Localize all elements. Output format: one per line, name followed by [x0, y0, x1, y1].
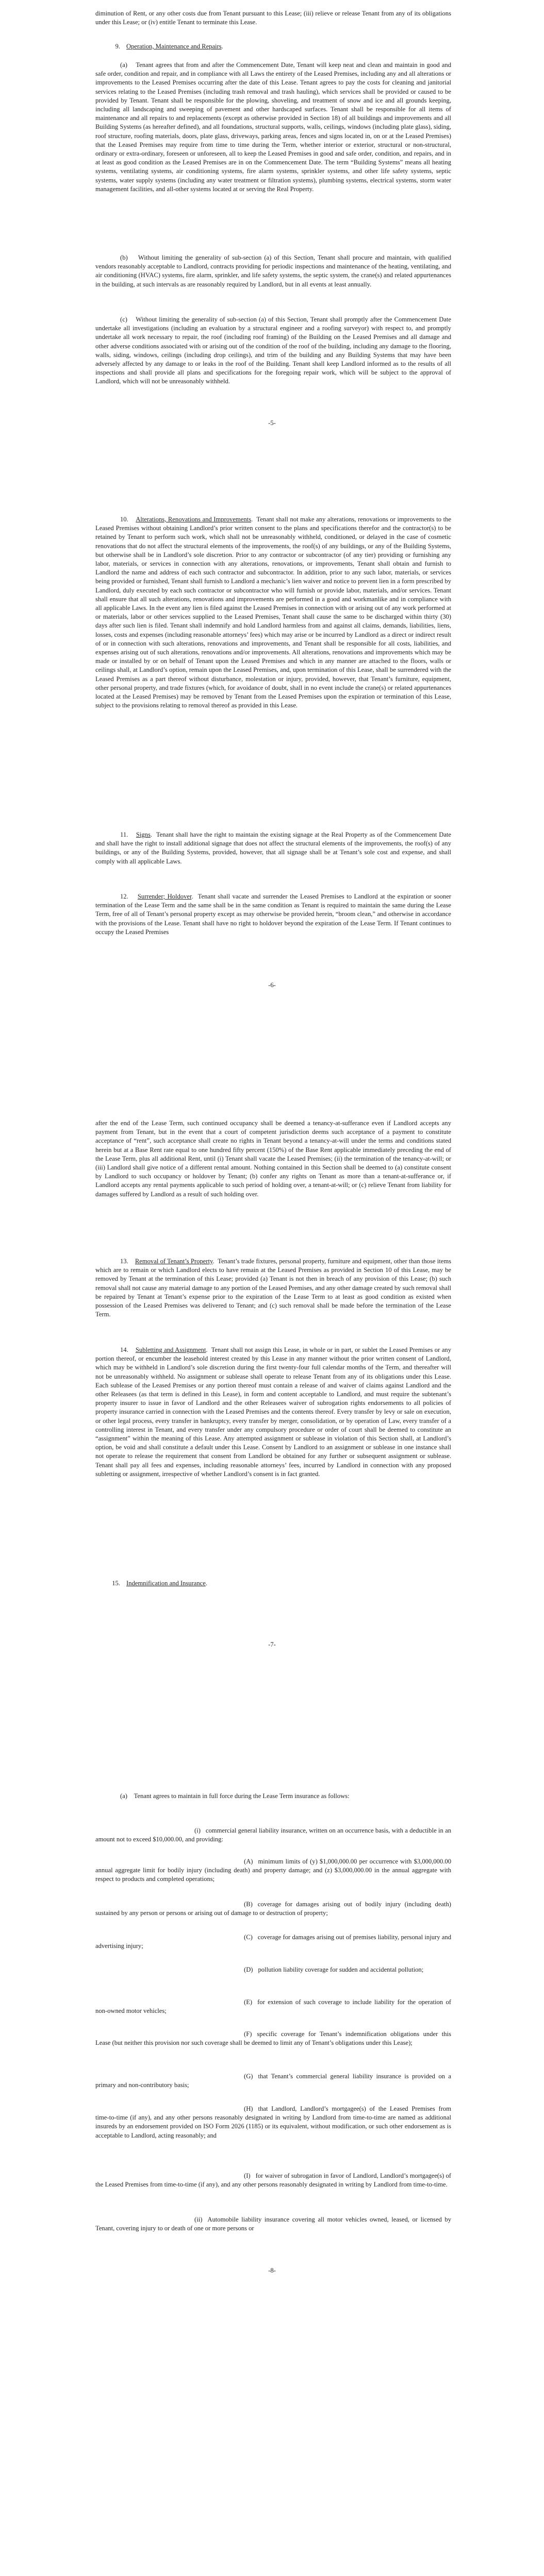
section-12-continued: after the end of the Lease Term, such continued occupancy shall be deemed a tenancy-at-sufferance even if Landlord accepts any payment from Tenant, but in the event that a court of competent jurisdiction deems such acceptance of a payment to constitute acceptance of “rent”, such acceptance shall create no rights in Tenant beyond a tenancy-at-will under the terms and conditions stated herein but at a Base Rent rate equal to one hundred fifty percent (150%) of the Base Rent applicable immediately preceding the end of the Lease Term, plus all additional Rent, until (i) Tenant shall vacate the Leased Premises; (ii) the termination of the tenancy-at-will; or (iii) Landlord shall give notice of a different rental amount. Nothing contained in this Section shall be deemed to (a) constitute consent by Landlord to such occupancy or holdover by Tenant; (b) confer any rights on Tenant as more than a tenant-at-sufferance or, if Landlord accepts any rental payments applicable to such period of holding over, a tenant-at-will; or (c) relieve Tenant from liability for damages suffered by Landlord as a result of such holding over.	[95, 1120, 451, 1198]
insurance-item-text: coverage for damages arising out of bodily injury (including death) sustained by any person or persons or arising out of damage to or destruction of property;	[95, 1901, 451, 1917]
section-13-number: 13.	[120, 1258, 128, 1265]
insurance-item-i	[95, 1826, 451, 1844]
page-number-8: -8-	[268, 2267, 276, 2274]
insurance-item-label: (F)	[244, 2030, 252, 2038]
section-9-heading: 9. Operation, Maintenance and Repairs.	[95, 42, 451, 51]
section-10-title: Alterations, Renovations and Improvements	[136, 516, 252, 523]
insurance-item-text: pollution liability coverage for sudden and accidental pollution;	[258, 1966, 424, 1973]
section-10-paragraph: 10. Alterations, Renovations and Improvements. Tenant shall not make any alterations, renovations or improvements to the Leased Premises without obtaining Landlord’s prior written consent to the plans and specifications therefor and the contractor(s) to be retained by Tenant to perform such work, which shall not be unreasonably withheld, conditioned, or delayed in the case of cosmetic renovations that do not affect the structural elements of the improvements, the roof(s) of any buildings, or any of the Building Systems, but otherwise shall be in Landlord’s sole discretion. Prior to any contractor or subcontractor (of any tier) providing or furnishing any labor, materials, or services in connection with any alterations, renovations, or improvements, Tenant shall obtain and furnish to Landlord the name and address of each such contractor and subcontractor. In addition, prior to any such labor, materials, or services being provided or furnished, Tenant shall furnish to Landlord a mechanic’s lien waiver and notice to prevent lien in a form prescribed by Landlord, duly executed by each such contractor or subcontractor who will furnish or provide labor, materials, and/or services. Tenant shall ensure that all such alterations, renovations and improvements are performed in a good and workmanlike and in compliance with all applicable Laws. In the event any lien is filed against the Leased Premises in connection with or arising out of any work performed at or materials, labor or other services supplied to the Leased Premises, Tenant shall cause the same to be discharged within thirty (30) days after such lien is filed. Tenant shall indemnify and hold Landlord harmless from and against all claims, demands, liabilities, liens, losses, costs and expenses (including reasonable attorneys’ fees) which may arise or be incurred by Landlord as a direct or indirect result of or in connection with such alterations, renovations and improvements, and Tenant shall be responsible for all costs, liabilities, and expenses arising out of such alterations, renovations and/or improvements. All alterations, renovations and improvements which may be made or installed by or on behalf of Tenant upon the Leased Premises and which in any manner are attached to the floors, walls or ceilings shall, at Landlord’s option, remain upon the Leased Premises, and, upon termination of this Lease, shall be surrendered with the Leased Premises as a part thereof without disturbance, molestation or injury, provided, however, that Tenant’s furniture, equipment, other personal property, and trade fixtures (which, for avoidance of doubt, shall in no event include the crane(s) or related appurtenances located at the Leased Premises) may be removed by Tenant from the Leased Premises upon the expiration or termination of this Lease, subject to the provisions relating to removal thereof as provided in this Lease.	[95, 516, 451, 709]
section-13-paragraph: 13. Removal of Tenant’s Property. Tenant’s trade fixtures, personal property, furniture and equipment, other than those items which are to remain or which Landlord elects to have remain at the Leased Premises as provided in Section 10 of this Lease, may be removed by Tenant at the termination of this Lease; provided (a) Tenant is not then in breach of any provision of this Lease; (b) such removal shall not cause any material damage to any portion of the Leased Premises, and any other damage created by such removal shall be repaired by Tenant at Tenant’s expense prior to the expiration of the Lease Term to at least as good condition as existed when possession of the Leased Premises was delivered to Tenant; and (c) such removal shall be made before the termination of the Lease Term.	[95, 1258, 452, 1318]
insurance-item-label: (i)	[194, 1827, 201, 1834]
section-9b-paragraph: (b) Without limiting the generality of sub-section (a) of this Section, Tenant shall procure and maintain, with qualified vendors reasonably acceptable to Landlord, contracts providing for periodic inspections and maintenance of the heating, ventilating, and air conditioning (HVAC) systems, fire alarm, sprinkler, and life safety systems, the septic system, the crane(s) and related appurtenances in the building, at such intervals as are reasonably required by Landlord, but in all events at least annually.	[95, 254, 451, 288]
insurance-item-text: specific coverage for Tenant’s indemnification obligations under this Lease (but neither this provision nor such coverage shall be deemed to limit any of Tenant’s obligations under this Lease);	[95, 2030, 451, 2047]
section-12-title: Surrender; Holdover	[137, 893, 192, 900]
section-13-body: Tenant’s trade fixtures, personal property, furniture and equipment, other than those items which are to remain or which Landlord elects to have remain at the Leased Premises as provided in Section 10 of this Lease, may be removed by Tenant at the termination of this Lease; provided (a) Tenant is not then in breach of any provision of this Lease; (b) such removal shall not cause any material damage to any portion of the Leased Premises, and any other damage created by such removal shall be repaired by Tenant at Tenant’s expense prior to the expiration of the Lease Term to at least as good condition as existed when possession of the Leased Premises was delivered to Tenant; and (c) such removal shall be made before the termination of the Lease Term.	[95, 1258, 452, 1318]
section-9-title: Operation, Maintenance and Repairs	[126, 43, 222, 50]
insurance-item-text: Automobile liability insurance covering all motor vehicles owned, leased, or licensed by Tenant, covering injury to or death of one or more persons or	[95, 2216, 451, 2232]
insurance-item-A	[95, 1857, 451, 1884]
section-11-number: 11.	[120, 831, 128, 838]
section-15-number: 15.	[112, 1580, 120, 1587]
insurance-item-E	[95, 1998, 451, 2015]
insurance-item-label: (D)	[244, 1966, 253, 1973]
insurance-item-label: (ii)	[194, 2216, 203, 2223]
insurance-item-label: (H)	[244, 2105, 253, 2112]
section-11-title: Signs	[136, 831, 151, 838]
insurance-item-text: that Tenant’s commercial general liability insurance is provided on a primary and non-contributory basis;	[95, 2073, 451, 2089]
section-10-body: Tenant shall not make any alterations, renovations or improvements to the Leased Premises without obtaining Landlord’s prior written consent to the plans and specifications therefor and the contractor(s) to be retained by Tenant to perform such work, which shall not be unreasonably withheld, conditioned, or delayed in the case of cosmetic renovations that do not affect the structural elements of the improvements, the roof(s) of any buildings, or any of the Building Systems, but otherwise shall be in Landlord’s sole discretion. Prior to any contractor or subcontractor (of any tier) providing or furnishing any labor, materials, or services in connection with any alterations, renovations, or improvements, Tenant shall obtain and furnish to Landlord the name and address of each such contractor and subcontractor. In addition, prior to any such labor, materials, or services being provided or furnished, Tenant shall furnish to Landlord a mechanic’s lien waiver and notice to prevent lien in a form prescribed by Landlord, duly executed by each such contractor or subcontractor who will furnish or provide labor, materials, and/or services. Tenant shall ensure that all such alterations, renovations and improvements are performed in a good and workmanlike and in compliance with all applicable Laws. In the event any lien is filed against the Leased Premises in connection with or arising out of any work performed at or materials, labor or other services supplied to the Leased Premises, Tenant shall cause the same to be discharged within thirty (30) days after such lien is filed. Tenant shall indemnify and hold Landlord harmless from and against all claims, demands, liabilities, liens, losses, costs and expenses (including reasonable attorneys’ fees) which may arise or be incurred by Landlord as a direct or indirect result of or in connection with such alterations, renovations and improvements, and Tenant shall be responsible for all costs, liabilities, and expenses arising out of such alterations, renovations and/or improvements. All alterations, renovations and improvements which may be made or installed by or on behalf of Tenant upon the Leased Premises and which in any manner are attached to the floors, walls or ceilings shall, at Landlord’s option, remain upon the Leased Premises, and, upon termination of this Lease, shall be surrendered with the Leased Premises as a part thereof without disturbance, molestation or injury, provided, however, that Tenant’s furniture, equipment, other personal property, and trade fixtures (which, for avoidance of doubt, shall in no event include the crane(s) or related appurtenances located at the Leased Premises) may be removed by Tenant from the Leased Premises upon the expiration or termination of this Lease, subject to the provisions relating to removal thereof as provided in this Lease.	[95, 516, 451, 709]
insurance-item-ii	[95, 2215, 451, 2233]
insurance-item-label: (C)	[244, 1934, 253, 1941]
section-11-body: Tenant shall have the right to maintain the existing signage at the Real Property as of the Commencement Date and shall have the right to install additional signage that does not affect the structural elements of the improvements, the roof(s) of any buildings, or any of the Building Systems, provided, however, that all signage shall be at Tenant’s sole cost and expense, and shall comply with all applicable Laws.	[95, 831, 451, 865]
insurance-item-label: (G)	[244, 2073, 253, 2080]
section-14-number: 14.	[120, 1346, 128, 1353]
section-9a-paragraph: (a) Tenant agrees that from and after the Commencement Date, Tenant will keep neat and clean and maintain in good and safe order, condition and repair, and in compliance with all Laws the entirety of the Leased Premises, including any and all alterations or improvements to the Leased Premises occurring after the date of this Lease. Tenant agrees to pay the costs for cleaning and janitorial services relating to the Leased Premises (including trash removal and trash hauling), which services shall be provided or caused to be provided by Tenant. Tenant shall be responsible for the plowing, shoveling, and treatment of snow and ice and all grounds keeping, including all landscaping and sweeping of pavement and other hardscaped surfaces. Tenant shall be responsible for all items of maintenance and all repairs to and replacements (except as otherwise provided in Section 18) of all buildings and improvements and all Building Systems (as hereafter defined), and all foundations, structural supports, walls, ceilings, windows (including plate glass), siding, roof structure, roofing materials, doors, plate glass, driveways, parking areas, fences and signs located in, on or at the Leased Premises) that the Leased Premises may require from time to time during the Term, whether interior or exterior, structural or non-structural, ordinary or extra-ordinary, foreseen or unforeseen, all to keep the Leased Premises in good and safe order, condition, and repairs, and in at least as good condition as the Leased Premises are in on the Commencement Date. The term “Building Systems” means all heating systems, ventilating systems, air conditioning systems, fire alarm systems, sprinkler systems, and other life safety systems, septic systems, water supply systems (including any water treatment or filtration systems), plumbing systems, electrical systems, storm water management facilities, and all-other systems located at or serving the Real Property.	[95, 61, 451, 193]
section-10-number: 10.	[120, 516, 128, 523]
insurance-item-text: minimum limits of (y) $1,000,000.00 per occurrence with $3,000,000.00 annual aggregate limit for bodily injury (including death) and property damage; and (z) $3,000,000.00 in the annual aggregate with respect to products and completed operations;	[95, 1858, 451, 1883]
section-9-number: 9.	[115, 43, 120, 50]
insurance-item-I	[95, 2172, 451, 2189]
section-13-title: Removal of Tenant’s Property	[135, 1258, 213, 1265]
section-14-paragraph: 14. Subletting and Assignment. Tenant shall not assign this Lease, in whole or in part, or sublet the Leased Premises or any portion thereof, or encumber the leasehold interest created by this Lease in any manner without the prior written consent of Landlord, which may be withheld in Landlord’s sole discretion during the first twenty-four full calendar months of the Term, and thereafter will not be unreasonably withheld. No assignment or sublease shall operate to release Tenant from any of its obligations under this Lease. Each sublease of the Leased Premises or any portion thereof must contain a release of and waiver of claims against Landlord and the other Releasees (as that term is defined in this Lease), in form and content acceptable to Landlord, and must require the subtenant’s property insurer to issue in favor of Landlord and the other Releasees waiver of subrogation rights endorsements to all policies of property insurance carried in connection with the Leased Premises and the contents thereof. Every transfer by levy or sale on execution, or other legal process, every transfer in bankruptcy, every transfer by merger, consolidation, or by operation of Law, every transfer of a controlling interest in Tenant, and every transfer under any compulsory procedure or order of court shall be deemed to constitute an “assignment” within the meaning of this Lease. Any attempted assignment or sublease in violation of this Section shall, at Landlord’s option, be void and shall constitute a default under this Lease. Consent by Landlord to an assignment or sublease in one instance shall not operate to release the requirement that consent from Landlord be obtained for any further or subsequent assignment or sublease. Tenant shall pay all fees and expenses, including reasonable attorneys’ fees, incurred by Landlord in connection with any proposed subletting or assignment, irrespective of whether Landlord’s consent is in fact granted.	[95, 1346, 452, 1478]
insurance-item-label: (E)	[244, 1998, 253, 2006]
section-12-number: 12.	[120, 893, 128, 900]
section-9c-paragraph: (c) Without limiting the generality of sub-section (a) of this Section, Tenant shall promptly after the Commencement Date undertake all investigations (including an evaluation by a structural engineer and a roofing surveyor) with respect to, and promptly undertake all work necessary to repair, the roof (including roof framing) of the Building on the Leased Premises and all damage and other adverse conditions associated with or arising out of the condition of the roof of the building, including any damage to the flooring, walls, siding, windows, ceilings (including drop ceilings), and trim of the building and any Building Systems that may have been adversely affected by any damage to or leaks in the roof of the Building. Tenant shall keep Landlord informed as to the results of all inspections and shall provide all plans and specifications for the foregoing repair work, which will be subject to the approval of Landlord, which will not be unreasonably withheld.	[95, 316, 451, 385]
page-number-6: -6-	[268, 981, 276, 989]
insurance-item-label: (B)	[244, 1901, 253, 1908]
insurance-item-label: (I)	[244, 2172, 251, 2179]
section-15a-lead: (a) Tenant agrees to maintain in full force during the Lease Term insurance as follows:	[120, 1792, 350, 1800]
insurance-item-text: commercial general liability insurance, written on an occurrence basis, with a deductible in an amount not to exceed $10,000.00, and providing:	[95, 1827, 451, 1843]
insurance-item-B	[95, 1900, 451, 1918]
section-14-body: Tenant shall not assign this Lease, in whole or in part, or sublet the Leased Premises or any portion thereof, or encumber the leasehold interest created by this Lease in any manner without the prior written consent of Landlord, which may be withheld in Landlord’s sole discretion during the first twenty-four full calendar months of the Term, and thereafter will not be unreasonably withheld. No assignment or sublease shall operate to release Tenant from any of its obligations under this Lease. Each sublease of the Leased Premises or any portion thereof must contain a release of and waiver of claims against Landlord and the other Releasees (as that term is defined in this Lease), in form and content acceptable to Landlord, and must require the subtenant’s property insurer to issue in favor of Landlord and the other Releasees waiver of subrogation rights endorsements to all policies of property insurance carried in connection with the Leased Premises and the contents thereof. Every transfer by levy or sale on execution, or other legal process, every transfer in bankruptcy, every transfer by merger, consolidation, or by operation of Law, every transfer of a controlling interest in Tenant, and every transfer under any compulsory procedure or order of court shall be deemed to constitute an “assignment” within the meaning of this Lease. Any attempted assignment or sublease in violation of this Section shall, at Landlord’s option, be void and shall constitute a default under this Lease. Consent by Landlord to an assignment or sublease in one instance shall not operate to release the requirement that consent from Landlord be obtained for any further or subsequent assignment or sublease. Tenant shall pay all fees and expenses, including reasonable attorneys’ fees, incurred by Landlord in connection with any proposed subletting or assignment, irrespective of whether Landlord’s consent is in fact granted.	[95, 1346, 452, 1478]
page-number-5: -5-	[268, 419, 276, 427]
page-number-7: -7-	[268, 1641, 276, 1648]
insurance-item-F	[95, 2030, 451, 2047]
section-14-title: Subletting and Assignment	[135, 1346, 206, 1353]
section-15-heading: 15. Indemnification and Insurance.	[95, 1579, 451, 1588]
insurance-item-D	[95, 1965, 451, 1974]
section-12-body: Tenant shall vacate and surrender the Leased Premises to Landlord at the expiration or sooner termination of the Lease Term and the same shall be in the same condition as Tenant is required to maintain the same during the Lease Term, free of all of Tenant’s personal property except as may otherwise be provided herein, “broom clean,” and otherwise in accordance with the provisions of the Lease. Tenant shall have no right to holdover beyond the expiration of the Lease Term. If Tenant continues to occupy the Leased Premises	[95, 893, 451, 936]
insurance-item-H	[95, 2105, 451, 2140]
insurance-item-label: (A)	[244, 1858, 253, 1865]
insurance-item-G	[95, 2072, 451, 2090]
section-12-paragraph: 12. Surrender; Holdover. Tenant shall vacate and surrender the Leased Premises to Landlord at the expiration or sooner termination of the Lease Term and the same shall be in the same condition as Tenant is required to maintain the same during the Lease Term, free of all of Tenant’s personal property except as may otherwise be provided herein, “broom clean,” and otherwise in accordance with the provisions of the Lease. Tenant shall have no right to holdover beyond the expiration of the Lease Term. If Tenant continues to occupy the Leased Premises	[95, 893, 451, 936]
insurance-item-C	[95, 1933, 451, 1951]
section-11-paragraph: 11. Signs. Tenant shall have the right to maintain the existing signage at the Real Property as of the Commencement Date and shall have the right to install additional signage that does not affect the structural elements of the improvements, the roof(s) of any buildings, or any of the Building Systems, provided, however, that all signage shall be at Tenant’s sole cost and expense, and shall comply with all applicable Laws.	[95, 831, 451, 865]
insurance-item-text: for extension of such coverage to include liability for the operation of non-owned motor vehicles;	[95, 1998, 451, 2015]
section-15-title: Indemnification and Insurance	[126, 1580, 206, 1587]
intro-fragment: diminution of Rent, or any other costs due from Tenant pursuant to this Lease; (iii) relieve or release Tenant from any of its obligations under this Lease; or (iv) entitle Tenant to terminate this Lease.	[95, 10, 451, 26]
insurance-item-text: for waiver of subrogation in favor of Landlord, Landlord’s mortgagee(s) of the Leased Premises from time-to-time (if any), and any other persons reasonably designated in writing by Landlord from time-to-time.	[95, 2172, 451, 2189]
insurance-item-text: coverage for damages arising out of premises liability, personal injury and advertising injury;	[95, 1934, 451, 1950]
insurance-item-text: that Landlord, Landlord’s mortgagee(s) of the Leased Premises from time-to-time (if any), and any other persons reasonably designated in writing by Landlord from time-to-time are named as additional insureds by an endorsement provided on ISO Form 2026 (1185) or its equivalent, without modification, or such other endorsement as is acceptable to Landlord, acting reasonably; and	[95, 2105, 451, 2139]
